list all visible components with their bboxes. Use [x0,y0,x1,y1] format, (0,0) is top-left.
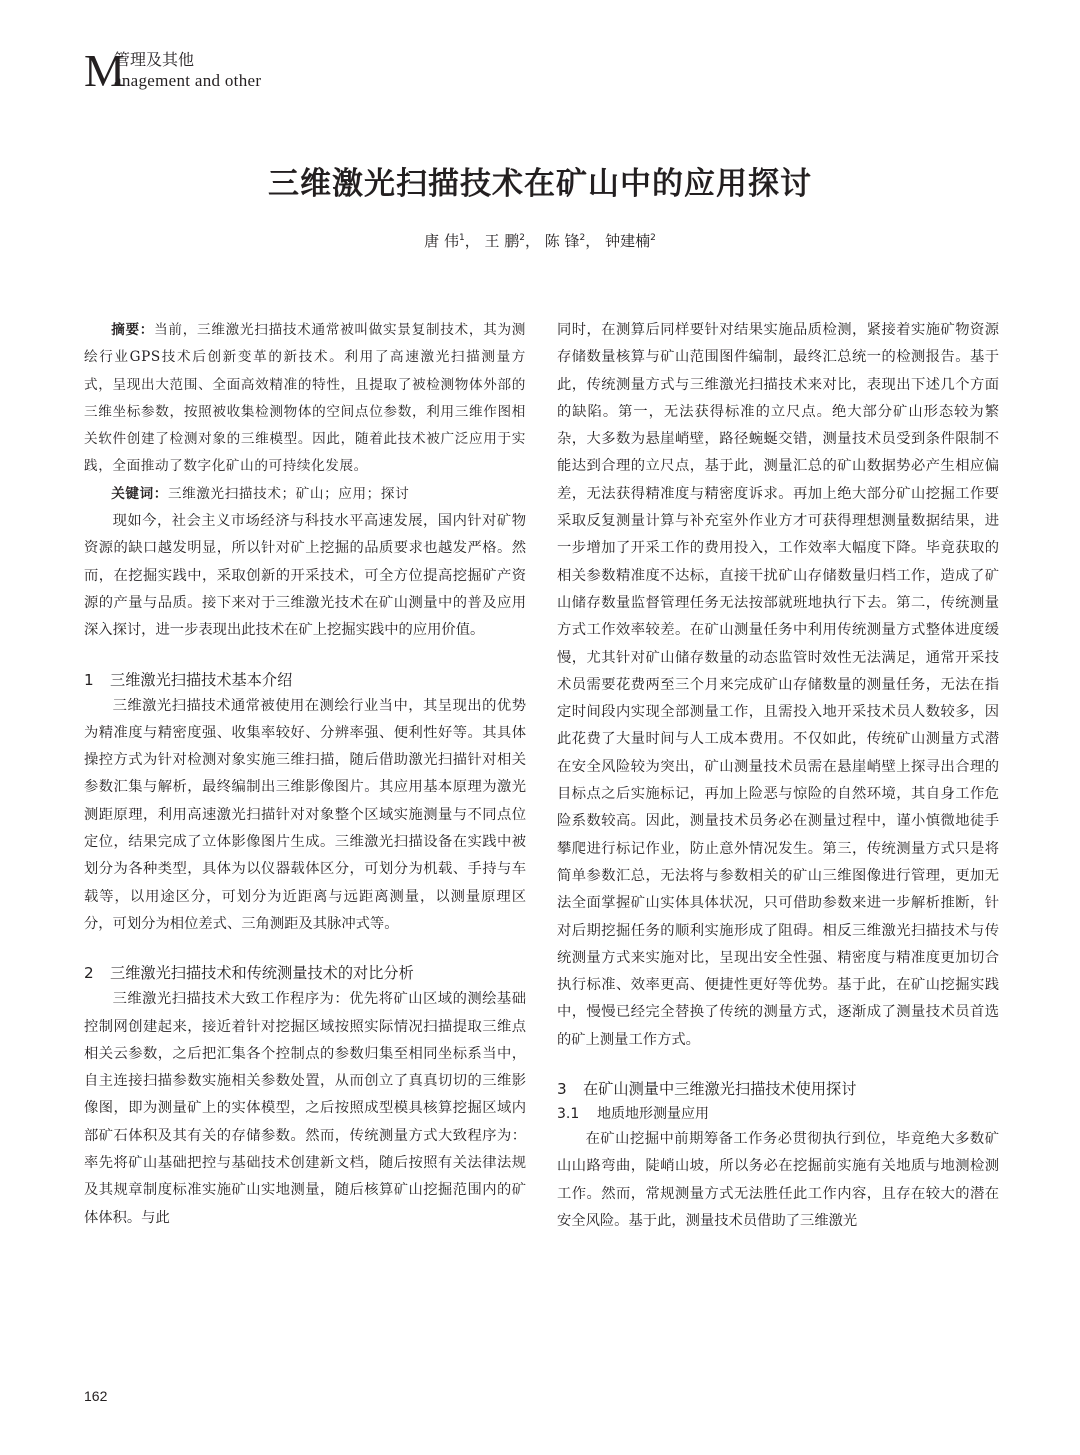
author-affiliation-mark: 2 [650,233,656,243]
section-heading-text: 三维激光扫描技术和传统测量技术的对比分析 [110,964,414,983]
author-affiliation-mark: 2 [519,233,525,243]
section-initial-letter: M [84,45,125,96]
section-2-paragraph-start: 三维激光扫描技术大致工作程序为：优先将矿山区域的测绘基础控制网创建起来，接近着针对挖掘区域按照实际情况扫描提取三维点相关云参数，之后把汇集各个控制点的参数归集至相同坐标系当中，自主连接扫描参数实施相关参数处置，从而创立了真真切切的三维影像图，即为测量矿上的实体模型，之后按照成型模具核算挖掘区域内部矿石体积及其有关的存储参数。然而，传统测量方式大致程序为：率先将矿山基础把控与基础技术创建新文档，随后按照有关法律法规及其规章制度标准实施矿山实地测量，随后核算矿山挖掘范围内的矿体体积。与此 [84,991,526,1226]
abstract-paragraph [84,317,526,481]
section-number: 3 [557,1080,567,1099]
author-affiliation-mark: 2 [579,233,586,243]
section-1-heading [84,667,526,693]
intro-paragraph: 现如今，社会主义市场经济与科技水平高速发展，国内针对矿物资源的缺口越发明显，所以针对矿上挖掘的品质要求也越发严格。然而，在挖掘实践中，采取创新的开采技术，可全方位提高挖掘矿产资源的产量与品质。接下来对于三维激光技术在矿山测量中的普及应用深入探讨，进一步表现出此技术在矿上挖掘实践中的应用价值。 [84,513,526,639]
right-column [557,317,999,1235]
section-name-en: anagement and other [114,71,262,90]
section-number: 2 [84,964,94,983]
subsection-3-1-heading [557,1102,999,1126]
author-affiliation-mark: 1 [458,233,465,243]
section-3-heading [557,1076,999,1102]
page-number: 162 [84,1388,108,1404]
subsection-3-1-paragraph: 在矿山挖掘中前期筹备工作务必贯彻执行到位，毕竟绝大多数矿山山路弯曲，陡峭山坡，所以务必在挖掘前实施有关地质与地测检测工作。然而，常规测量方式无法胜任此工作内容，且存在较大的潜在安全风险。基于此，测量技术员借助了三维激光 [557,1131,999,1229]
left-column [84,317,526,1232]
section-1-paragraph: 三维激光扫描技术通常被使用在测绘行业当中，其呈现出的优势为精准度与精密度强、收集率较好、分辨率强、便利性好等。其具体操控方式为针对检测对象实施三维扫描，随后借助激光扫描针对相关参数汇集与解析，最终编制出三维影像图片。其应用基本原理为激光测距原理，利用高速激光扫描针对对象整个区域实施测量与不同点位定位，结果完成了立体影像图片生成。三维激光扫描设备在实践中被划分为各种类型，具体为以仪器载体区分，可划分为机载、手持与车载等，以用途区分，可划分为近距离与远距离测量，以测量原理区分，可划分为相位差式、三角测距及其脉冲式等。 [84,697,526,932]
abstract-block [84,317,526,508]
author-name: 陈 锋 [544,232,580,250]
author-name: 钟建楠 [605,232,651,250]
section-2-heading [84,960,526,986]
author-name: 唐 伟 [424,232,459,250]
section-number: 1 [84,670,94,689]
subsection-heading-text: 地质地形测量应用 [597,1106,709,1123]
keywords-paragraph [84,481,526,508]
abstract-label: 摘要： [111,322,155,338]
article-title: 三维激光扫描技术在矿山中的应用探讨 [268,166,812,202]
author-name: 王 鹏 [484,232,520,250]
author-list: 唐 伟$^1$， 王 鹏$^2$， 陈 锋$^2$， 钟建楠$^2$ [424,232,656,250]
section-2-paragraph-continued: 同时，在测算后同样要针对结果实施品质检测，紧接着实施矿物资源存储数量核算与矿山范围图件编制，最终汇总统一的检测报告。基于此，传统测量方式与三维激光扫描技术来对比，表现出下述几个方面的缺陷。第一，无法获得标准的立尺点。绝大部分矿山形态较为繁杂，大多数为悬崖峭壁，路径蜿蜒交错，测量技术员受到条件限制不能达到合理的立尺点，基于此，测量汇总的矿山数据势必产生相应偏差，无法获得精准度与精密度诉求。再加上绝大部分矿山挖掘工作要采取反复测量计算与补充室外作业方才可获得理想测量数据结果，进一步增加了开采工作的费用投入，工作效率大幅度下降。毕竟获取的相关参数精准度不达标，直接干扰矿山存储数量归档工作，造成了矿山储存数量监督管理任务无法按部就班地执行下去。第二，传统测量方式工作效率较差。在矿山测量任务中利用传统测量方式整体进度缓慢，尤其针对矿山储存数量的动态监管时效性无法满足，通常开采技术员需要花费两至三个月来完成矿山存储数量的测量任务，无法在指定时间段内实现全部测量工作，且需投入地开采技术员人数较多，因此花费了大量时间与人工成本费用。不仅如此，传统矿山测量方式潜在安全风险较为突出，矿山测量技术员需在悬崖峭壁上探寻出合理的目标点之后实施标记，再加上险恶与惊险的自然环境，其自身工作危险系数较高。因此，测量技术员务必在测量过程中，谨小慎微地徒手攀爬进行标记作业，防止意外情况发生。第三，传统测量方式只是将简单参数汇总，无法将与参数相关的矿山三维图像进行管理，更加无法全面掌握矿山实体具体状况，只可借助参数来进一步解析推断，针对后期挖掘任务的顺利实施形成了阻碍。相反三维激光扫描技术与传统测量方式来实施对比，呈现出安全性强、精密度与精准度更加切合执行标准、效率更高、便捷性更好等优势。基于此，在矿山挖掘实践中，慢慢已经完全替换了传统的测量方式，逐渐成了测量技术员首选的矿上测量工作方式。 [557,322,999,1048]
section-name-cn: 管理及其他 [114,50,195,69]
subsection-number: 3.1 [557,1106,580,1123]
section-heading-text: 在矿山测量中三维激光扫描技术使用探讨 [583,1080,857,1099]
keywords-text: 三维激光扫描技术；矿山；应用；探讨 [167,485,410,502]
abstract-text: 当前，三维激光扫描技术通常被叫做实景复制技术，其为测绘行业GPS技术后创新变革的新技术。利用了高速激光扫描测量方式，呈现出大范围、全面高效精准的特性，且提取了被检测物体外部的三维坐标参数，按照被收集检测物体的空间点位参数，利用三维作图相关软件创建了检测对象的三维模型。因此，随着此技术被广泛应用于实践，全面推动了数字化矿山的可持续化发展。 [84,322,526,475]
section-heading-text: 三维激光扫描技术基本介绍 [110,670,293,689]
keywords-label: 关键词： [111,485,168,502]
